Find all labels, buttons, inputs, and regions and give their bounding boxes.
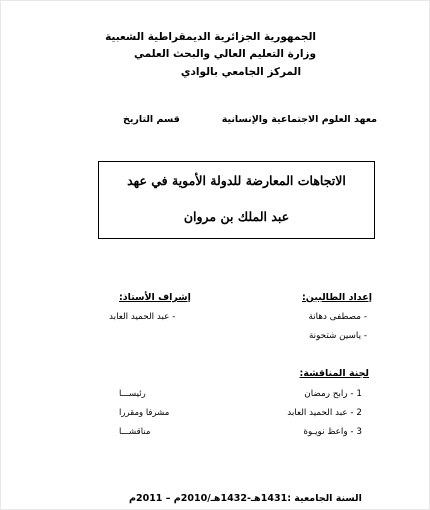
supervisor-name: - عبد الحميد العابد bbox=[109, 312, 176, 322]
institute-label: معهد العلوم الاجتماعية والإنسانية bbox=[221, 114, 377, 125]
committee-member-role-3: مناقشـــا bbox=[119, 427, 151, 437]
supervisor-heading: إشراف الأستاذ: bbox=[119, 292, 191, 303]
student-item-2: - ياسين شتحونة bbox=[308, 331, 367, 341]
committee-heading: لجنة المناقشة: bbox=[299, 368, 369, 379]
thesis-title-line-2: عبد الملك بن مروان bbox=[183, 209, 290, 224]
committee-member-role-1: رئيســـا bbox=[119, 389, 146, 399]
thesis-title-box bbox=[98, 161, 375, 239]
header-ministry: وزارة التعليم العالي والبحث العلمي bbox=[133, 48, 316, 60]
academic-year: السنة الجامعية :1431هـ-1432هـ/2010م – 2011م bbox=[129, 493, 362, 504]
department-label: قسم التاريخ bbox=[123, 114, 180, 125]
header-republic: الجمهورية الجزائرية الديمقراطية الشعبية bbox=[105, 31, 316, 43]
committee-member-role-2: مشرفا ومقررا bbox=[119, 408, 170, 418]
header-university: المركز الجامعي بالوادي bbox=[180, 66, 302, 78]
committee-member-name-1: 1 - رابح رمضان bbox=[304, 389, 362, 399]
committee-member-name-3: 3 - واعظ نويـوة bbox=[303, 427, 362, 437]
thesis-title-line-1: الاتجاهات المعارضة للدولة الأموية في عهد bbox=[127, 173, 346, 188]
student-item-1: - مصطفى دهانة bbox=[308, 312, 367, 322]
committee-member-name-2: 2 - عبد الحميد العابد bbox=[287, 408, 362, 418]
students-heading: إعداد الطالبين: bbox=[302, 292, 372, 303]
